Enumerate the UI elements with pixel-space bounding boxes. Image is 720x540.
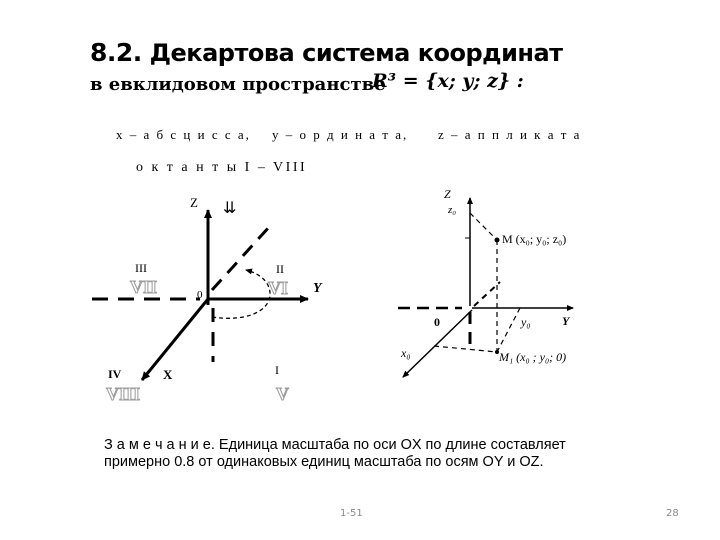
point-m bbox=[495, 238, 500, 243]
left-x-axis bbox=[142, 299, 208, 380]
y0-projection bbox=[497, 308, 520, 352]
ghost-label-vii: VII bbox=[130, 277, 158, 297]
octant-label-iii: III bbox=[135, 261, 147, 275]
right-y-label: Y bbox=[562, 314, 570, 328]
ghost-label-vi: VI bbox=[268, 278, 289, 298]
scale-note bbox=[104, 437, 566, 471]
footer-slide-ref: 1-51 bbox=[340, 508, 363, 519]
octants-label: о к т а н т ы I – VIII bbox=[136, 160, 308, 175]
note-line1: З а м е ч а н и е. Единица масштаба по оси OX по длине составляет bbox=[104, 437, 566, 453]
term-applicate: z – а п п л и к а т а bbox=[438, 127, 582, 142]
z0-projection bbox=[470, 213, 497, 240]
left-x-axis-negative bbox=[212, 226, 270, 290]
right-point-m-label: M (x₀; y₀; z₀) bbox=[502, 232, 567, 246]
term-abscissa: x – а б с ц и с с а, bbox=[116, 127, 251, 142]
right-z-label: Z bbox=[444, 187, 451, 201]
right-z0-label: z₀ bbox=[448, 204, 457, 216]
double-down-arrows: ⇊ bbox=[223, 200, 237, 217]
right-point-m1-label: M₁ (x₀ ; y₀; 0) bbox=[499, 350, 567, 364]
right-diagram bbox=[398, 187, 573, 377]
rotation-arc bbox=[212, 270, 270, 318]
space-formula: R³ = {x; y; z} : bbox=[372, 70, 524, 92]
section-heading: Декартова система координат bbox=[149, 39, 563, 67]
right-x-axis-negative bbox=[474, 282, 500, 306]
right-x0-label: x₀ bbox=[401, 346, 411, 360]
x0-projection bbox=[434, 346, 497, 352]
ghost-label-viii: VIII bbox=[106, 384, 141, 404]
ghost-label-v: V bbox=[276, 384, 289, 404]
left-diagram bbox=[92, 195, 323, 404]
left-origin-label: 0 bbox=[197, 289, 203, 301]
octant-label-iv: IV bbox=[108, 367, 122, 381]
left-y-label: Y bbox=[313, 281, 322, 296]
title-line2-text: в евклидовом пространстве bbox=[90, 74, 386, 95]
left-z-label: Z bbox=[190, 195, 198, 210]
right-origin-label: 0 bbox=[434, 315, 440, 329]
octant-label-ii: II bbox=[276, 262, 284, 276]
section-number: 8.2. bbox=[90, 38, 142, 67]
note-line2: примерно 0.8 от одинаковых единиц масштаба по осям OY и OZ. bbox=[104, 454, 544, 470]
page-number: 28 bbox=[666, 508, 679, 519]
right-y0-label: y₀ bbox=[521, 315, 531, 329]
left-x-label: X bbox=[163, 367, 173, 382]
octant-label-i: I bbox=[275, 363, 279, 377]
term-ordinate: y – о р д и н а т а, bbox=[272, 127, 409, 142]
